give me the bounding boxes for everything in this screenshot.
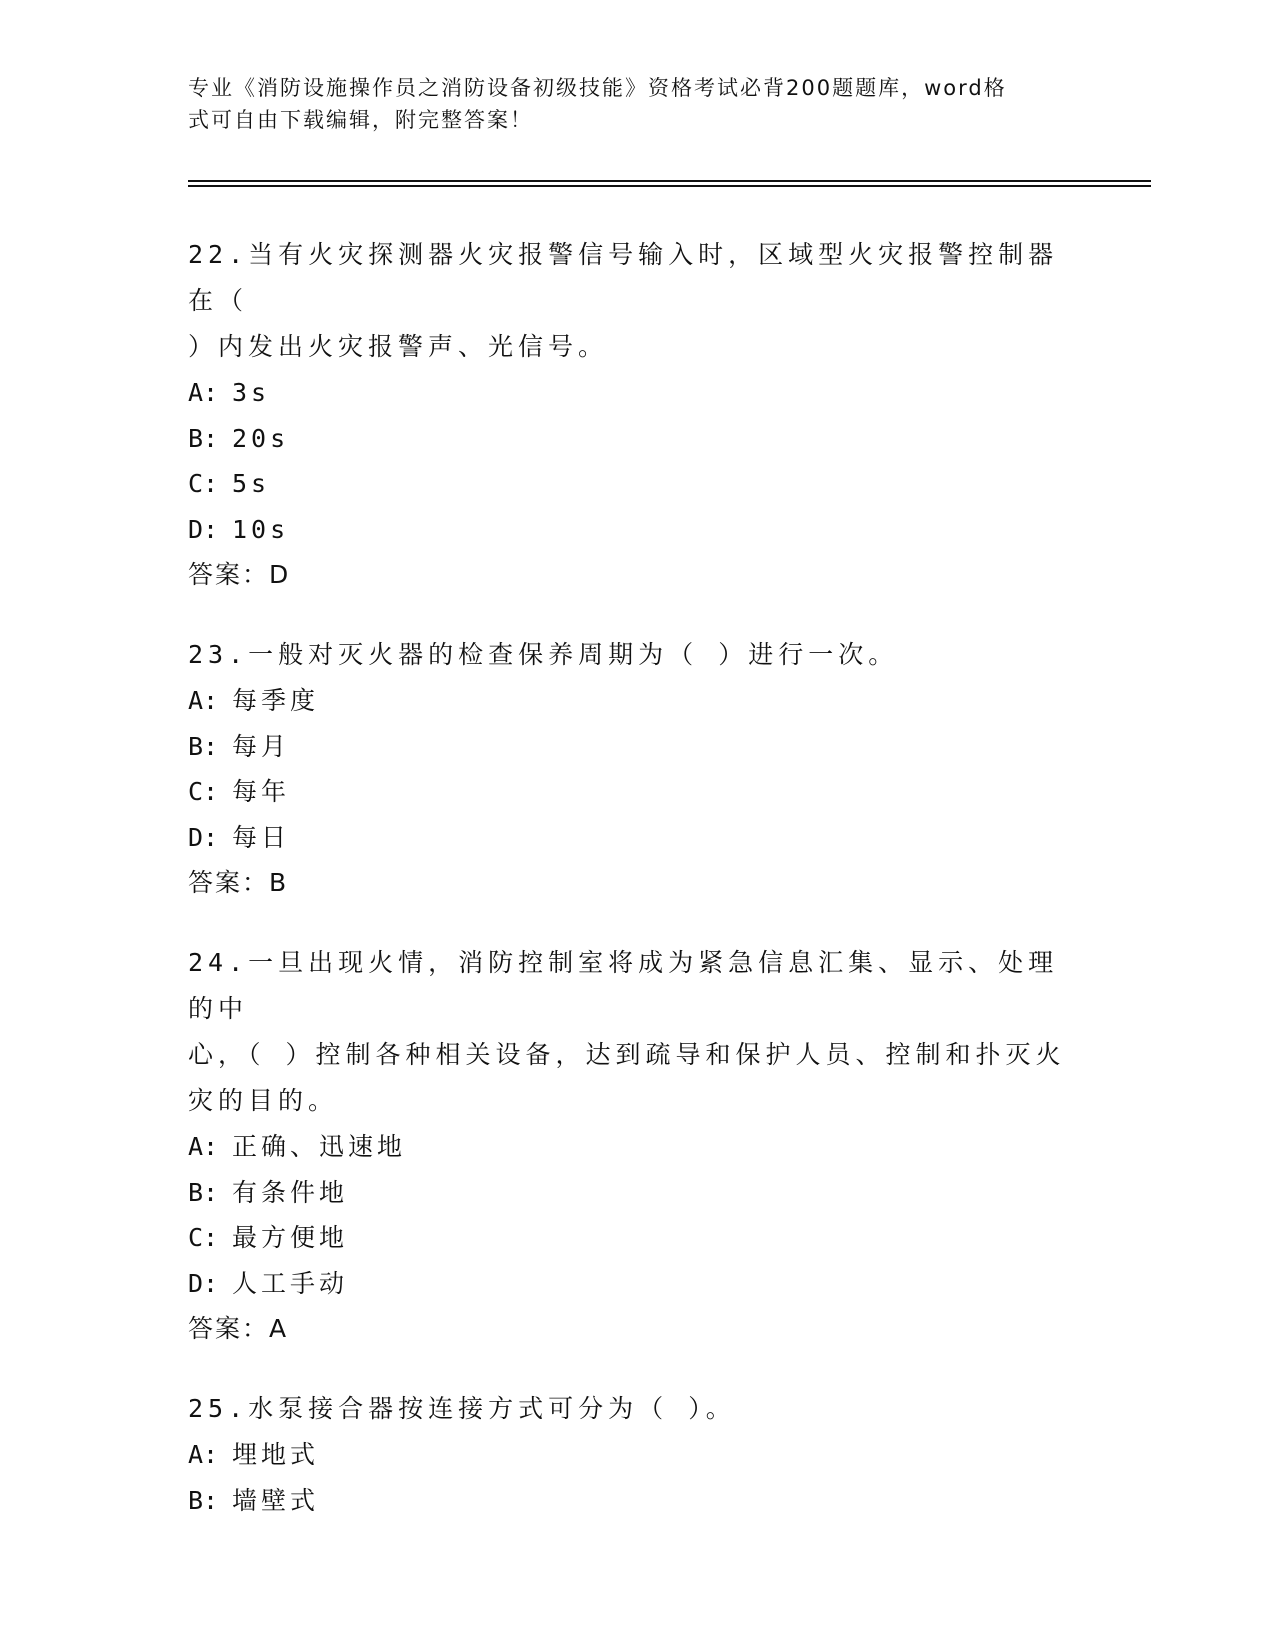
option-a [188,678,1088,724]
option-label: B: [188,1485,219,1515]
question-25 [188,1386,1088,1523]
option-label: B: [188,731,219,761]
option-a [188,370,1088,416]
option-label: D: [188,822,219,852]
question-stem-line: ）内发出火灾报警声、光信号。 [188,332,609,361]
option-label: A: [188,686,219,715]
option-label: A: [188,378,219,407]
option-text: 3s [232,378,271,407]
option-d [188,815,1088,861]
question-stem-line: 24.一旦出现火情，消防控制室将成为紧急信息汇集、显示、处理的中 [188,948,1059,1023]
header-line-1: 专业《消防设施操作员之消防设备初级技能》资格考试必背200题题库，word格 [188,76,1007,100]
answer: 答案：A [188,1314,289,1343]
question-stem-line: 25.水泵接合器按连接方式可分为（ ）。 [188,1394,736,1423]
option-c [188,461,1088,507]
option-text: 每月 [232,731,291,761]
option-label: D: [188,514,219,544]
option-c [188,769,1088,815]
option-text: 正确、迅速地 [232,1132,407,1161]
question-22 [188,232,1088,598]
document-header [188,72,1068,136]
question-24 [188,940,1088,1352]
option-text: 10s [232,514,290,544]
option-text: 墙壁式 [232,1485,320,1515]
option-d [188,1261,1088,1307]
option-c [188,1215,1088,1261]
option-d [188,507,1088,553]
option-b [188,724,1088,770]
question-stem-line: 23.一般对灭火器的检查保养周期为（ ）进行一次。 [188,640,899,669]
answer: 答案：B [188,868,289,897]
option-text: 有条件地 [232,1177,349,1207]
option-label: C: [188,777,219,806]
option-text: 每年 [232,777,291,806]
option-b [188,416,1088,462]
question-stem-line: 22.当有火灾探测器火灾报警信号输入时，区域型火灾报警控制器在（ [188,240,1059,315]
option-text: 每季度 [232,686,320,715]
option-text: 5s [232,469,271,498]
question-23 [188,632,1088,906]
option-a [188,1124,1088,1170]
option-b [188,1478,1088,1524]
option-text: 最方便地 [232,1223,349,1252]
option-text: 每日 [232,822,291,852]
option-label: B: [188,1177,219,1207]
question-list [188,232,1088,1557]
option-text: 20s [232,423,290,453]
option-label: A: [188,1440,219,1469]
option-text: 埋地式 [232,1440,320,1469]
option-label: D: [188,1268,219,1298]
question-stem-line: 灾的目的。 [188,1086,339,1115]
option-label: A: [188,1132,219,1161]
answer: 答案：D [188,560,291,589]
header-divider [188,180,1151,187]
question-stem-line: 心，（ ）控制各种相关设备，达到疏导和保护人员、控制和扑灭火 [188,1040,1066,1069]
option-label: B: [188,423,219,453]
header-line-2: 式可自由下载编辑，附完整答案！ [188,108,533,132]
option-a [188,1432,1088,1478]
option-text: 人工手动 [232,1268,349,1298]
option-label: C: [188,469,219,498]
option-b [188,1170,1088,1216]
option-label: C: [188,1223,219,1252]
